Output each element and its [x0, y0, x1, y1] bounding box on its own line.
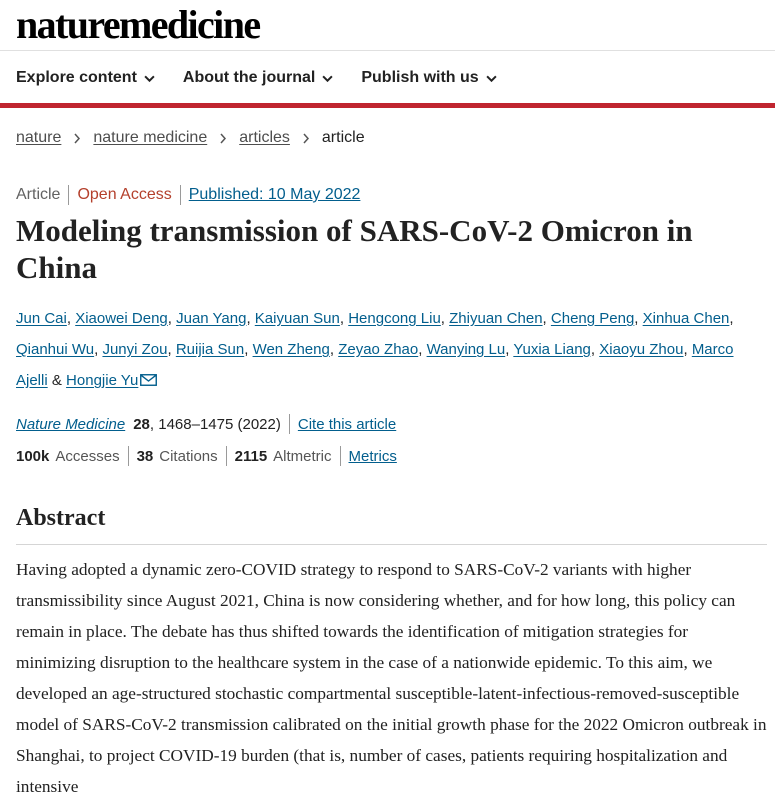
abstract-text: Having adopted a dynamic zero-COVID strategy to respond to SARS-CoV-2 variants with higher transmissibility since August 2021, China is now considering whether, and for how long, this policy can remain in place. The debate has thus shifted towards the identification of mitigation strategies for minimizing disruption to the healthcare system in the case of a nationwide epidemic. To this aim, we developed an age-structured stochastic compartmental susceptible-latent-infectious-removed-susceptible model of SARS-CoV-2 transmission calibrated on the initial growth phase for the 2022 Omicron outbreak in Shanghai, to project COVID-19 burden (that is, number of cases, patients requiring hospitalization and intensive — [16, 560, 767, 796]
author-link[interactable]: Junyi Zou — [102, 341, 168, 358]
author-link[interactable]: Jun Cai — [16, 310, 67, 327]
meta-divider — [180, 185, 181, 205]
author-link[interactable]: Zeyao Zhao — [338, 341, 419, 358]
metrics-link[interactable]: Metrics — [348, 447, 397, 465]
chevron-down-icon — [144, 73, 155, 84]
meta-divider — [68, 185, 69, 205]
main-nav — [16, 64, 525, 92]
author-link[interactable]: Juan Yang — [176, 310, 247, 327]
chevron-right-icon — [73, 133, 81, 144]
email-icon[interactable] — [140, 374, 157, 386]
author-list: Jun Cai, Xiaowei Deng, Juan Yang, Kaiyuan Sun, Hengcong Liu, Zhiyuan Chen, Cheng Peng, Xinhua Chen, Qianhui Wu, Junyi Zou, Ruijia Sun, Wen Zheng, Zeyao Zhao, Wanying Lu, Yuxia Liang, Xiaoyu Zhou, Marco Ajelli & Hongjie Yu — [16, 310, 734, 389]
pages-year: , 1468–1475 (2022) — [149, 415, 281, 433]
altmetric-label: Altmetric — [273, 447, 332, 465]
chevron-right-icon — [302, 133, 310, 144]
cite-article-link[interactable]: Cite this article — [297, 415, 397, 433]
breadcrumb — [16, 129, 365, 147]
meta-divider — [289, 414, 290, 434]
author-link[interactable]: Marco Ajelli — [16, 341, 734, 389]
author-link[interactable]: Xiaowei Deng — [75, 310, 168, 327]
journal-link[interactable]: Nature Medicine — [16, 415, 126, 433]
breadcrumb-articles[interactable]: articles — [239, 129, 290, 146]
author-link[interactable]: Yuxia Liang — [513, 341, 591, 358]
author-link[interactable]: Hongjie Yu — [66, 372, 139, 389]
author-link[interactable]: Cheng Peng — [550, 310, 635, 327]
citation-line — [16, 414, 396, 434]
altmetric-score: 2115 — [234, 447, 268, 465]
nav-explore-content-label: Explore content — [16, 69, 137, 86]
abstract-divider — [16, 544, 767, 545]
chevron-right-icon — [219, 133, 227, 144]
article-metrics — [16, 446, 397, 466]
citations-label: Citations — [159, 447, 218, 465]
author-link[interactable]: Wen Zheng — [252, 341, 330, 358]
author-link[interactable]: Xinhua Chen — [642, 310, 730, 327]
author-link[interactable]: Zhiyuan Chen — [449, 310, 543, 327]
nav-about-journal-label: About the journal — [182, 69, 316, 86]
nav-about-journal[interactable] — [183, 64, 333, 92]
abstract-heading: Abstract — [16, 505, 106, 531]
breadcrumb-nature[interactable]: nature — [16, 129, 62, 146]
open-access-badge: Open Access — [77, 186, 172, 203]
chevron-down-icon — [486, 73, 497, 84]
meta-divider — [340, 446, 341, 466]
header-divider — [0, 50, 775, 51]
accesses-count: 100k — [16, 447, 50, 465]
meta-divider — [128, 446, 129, 466]
article-meta — [16, 185, 360, 205]
meta-divider — [226, 446, 227, 466]
author-link[interactable]: Wanying Lu — [426, 341, 506, 358]
article-type: Article — [16, 186, 61, 203]
nav-explore-content[interactable] — [16, 64, 155, 92]
breadcrumb-nature-medicine[interactable]: nature medicine — [93, 129, 208, 146]
article-title: Modeling transmission of SARS-CoV-2 Omicron in China — [16, 213, 693, 285]
site-logo[interactable]: naturemedicine — [16, 2, 260, 47]
citations-count: 38 — [136, 447, 154, 465]
author-conjunction: & — [51, 372, 62, 389]
header-accent-bar — [0, 103, 775, 108]
breadcrumb-current: article — [321, 129, 365, 146]
author-link[interactable]: Ruijia Sun — [175, 341, 245, 358]
chevron-down-icon — [322, 73, 333, 84]
author-link[interactable]: Qianhui Wu — [16, 341, 95, 358]
published-date-link[interactable]: Published: 10 May 2022 — [188, 186, 361, 203]
nav-publish-with-us-label: Publish with us — [361, 69, 479, 86]
accesses-label: Accesses — [55, 447, 120, 465]
nav-publish-with-us[interactable] — [361, 64, 496, 92]
author-link[interactable]: Kaiyuan Sun — [254, 310, 340, 327]
volume-number: 28 — [133, 415, 150, 433]
author-link[interactable]: Xiaoyu Zhou — [599, 341, 684, 358]
author-link[interactable]: Hengcong Liu — [348, 310, 441, 327]
